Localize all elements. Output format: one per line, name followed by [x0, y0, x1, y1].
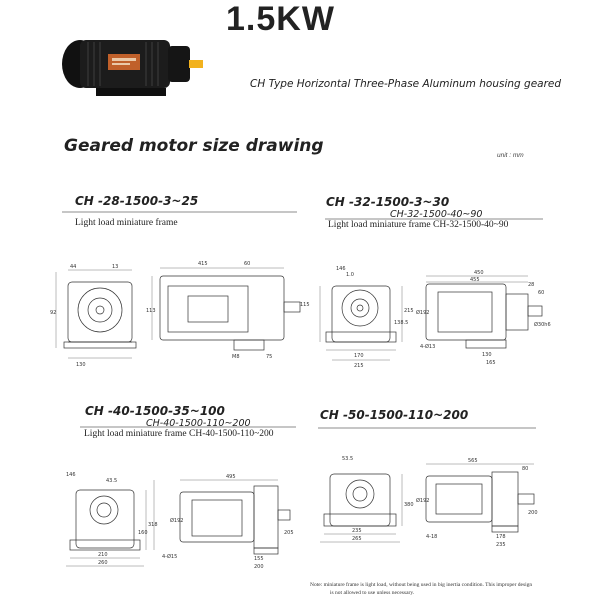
- motor-photo: [58, 32, 208, 102]
- dim-label: 265: [352, 536, 362, 542]
- motor-base: [96, 88, 166, 96]
- dim-label: 115: [300, 302, 310, 308]
- dim-label: 215: [404, 308, 414, 314]
- drawing-ch28: [48, 262, 308, 372]
- dim-label: 4-Ø13: [420, 344, 436, 350]
- dim-label: 4-18: [426, 534, 438, 540]
- dim-label: Ø192: [416, 498, 430, 504]
- dim-label: 455: [470, 277, 480, 283]
- output-shaft: [189, 60, 203, 68]
- side-view: [152, 268, 300, 350]
- dim-label: 130: [76, 362, 86, 368]
- dim-label: 235: [496, 542, 506, 548]
- dim-label: 160: [138, 530, 148, 536]
- dim-label: 146: [336, 266, 346, 272]
- dim-label: 113: [146, 308, 156, 314]
- unit-label: unit : mm: [497, 152, 524, 159]
- dim-label: 170: [354, 353, 364, 359]
- side-view: [180, 480, 290, 554]
- dim-label: 28: [528, 282, 535, 288]
- dim-label: 260: [98, 560, 108, 566]
- gearbox: [168, 46, 190, 82]
- dim-label: 146: [66, 472, 76, 478]
- dim-label: 155: [254, 556, 264, 562]
- dim-label: 80: [522, 466, 529, 472]
- dim-label: 130: [482, 352, 492, 358]
- dim-label: Ø192: [170, 518, 184, 524]
- product-subtitle: CH Type Horizontal Three-Phase Aluminum housing geared: [250, 78, 562, 90]
- dim-label: 200: [254, 564, 264, 570]
- frame-label-ch28: Light load miniature frame: [75, 218, 178, 228]
- model-title-ch50: CH -50-1500-110~200: [320, 408, 469, 422]
- model-title-ch32: CH -32-1500-3~30: [326, 195, 450, 209]
- frame-label-ch32: Light load miniature frame CH-32-1500-40~90: [328, 220, 509, 230]
- model-alt-ch40: CH-40-1500-110~200: [146, 418, 251, 429]
- dim-label: 92: [50, 310, 57, 316]
- dim-label: 380: [404, 502, 414, 508]
- dim-label: 53.5: [342, 456, 354, 462]
- dim-label: 565: [468, 458, 478, 464]
- dim-label: 495: [226, 474, 236, 480]
- dim-label: 1.0: [346, 272, 354, 278]
- dim-label: 60: [538, 290, 545, 296]
- dim-label: 415: [198, 261, 208, 267]
- model-title-ch28: CH -28-1500-3~25: [75, 194, 199, 208]
- frame-label-ch40: Light load miniature frame CH-40-1500-110~200: [84, 429, 274, 439]
- drawing-ch32: [316, 264, 556, 374]
- dim-label: Ø30h6: [534, 322, 551, 328]
- drawing-ch40: [62, 470, 302, 580]
- drawing-ch50: [316, 452, 556, 552]
- front-view: [66, 480, 154, 566]
- dim-label: 13: [112, 264, 119, 270]
- front-view: [56, 270, 136, 358]
- dim-label: 138.5: [394, 320, 409, 326]
- dim-label: 44: [70, 264, 77, 270]
- footnote-line-2: is not allowed to use unless necessary.: [330, 590, 415, 596]
- side-view: [426, 464, 534, 532]
- dim-label: 165: [486, 360, 496, 366]
- front-view: [320, 286, 402, 360]
- dim-label: 318: [148, 522, 158, 528]
- section-title: Geared motor size drawing: [64, 136, 324, 156]
- dim-label: 450: [474, 270, 484, 276]
- motor-nameplate: [108, 54, 140, 70]
- dim-label: 200: [528, 510, 538, 516]
- model-alt-ch32: CH-32-1500-40~90: [390, 209, 483, 220]
- dim-label: 178: [496, 534, 506, 540]
- dim-label: 43.5: [106, 478, 118, 484]
- dim-label: Ø192: [416, 310, 430, 316]
- dim-label: 205: [284, 530, 294, 536]
- page-title: 1.5KW: [226, 0, 335, 38]
- dim-label: 4-Ø15: [162, 554, 178, 560]
- dim-label: 60: [244, 261, 251, 267]
- dim-label: 215: [354, 363, 364, 369]
- model-title-ch40: CH -40-1500-35~100: [85, 404, 225, 418]
- dim-label: 210: [98, 552, 108, 558]
- dim-label: M8: [232, 354, 240, 360]
- footnote-line-1: Note: miniature frame is light load, without being used in big inertia condition. This improper design: [310, 582, 533, 588]
- dim-label: 235: [352, 528, 362, 534]
- dim-label: 75: [266, 354, 273, 360]
